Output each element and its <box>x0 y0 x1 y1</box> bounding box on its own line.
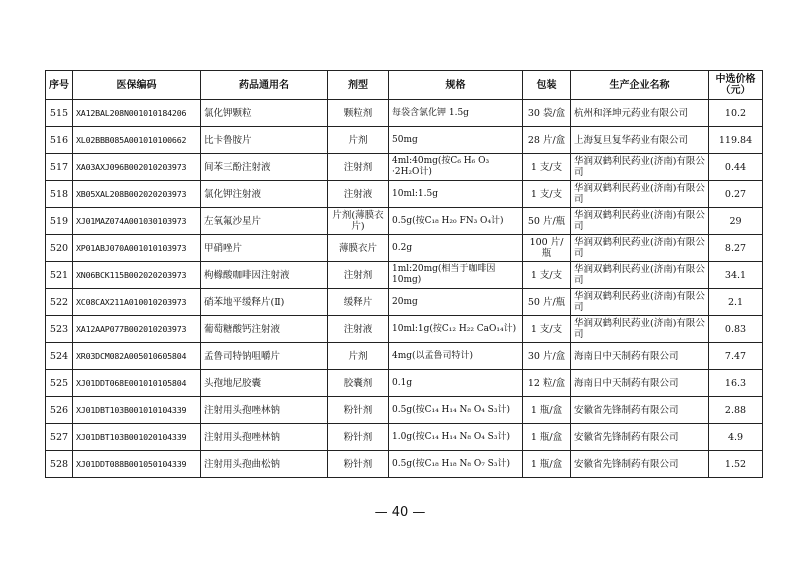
manufacturer-cell: 杭州和泽坤元药业有限公司 <box>571 100 709 127</box>
specification-cell: 10ml:1.5g <box>389 181 523 208</box>
manufacturer-cell: 华润双鹤利民药业(济南)有限公司 <box>571 316 709 343</box>
drug-code-cell: XA03AXJ096B002010203973 <box>73 154 201 181</box>
selected-price-cell: 119.84 <box>709 127 763 154</box>
package-cell: 30 片/盒 <box>523 343 571 370</box>
drug-name-cell: 注射用头孢曲松钠 <box>201 451 328 478</box>
table-row <box>46 343 763 370</box>
drug-code-cell: XJ01DDT088B001050104339 <box>73 451 201 478</box>
drug-code-cell: XJ01MAZ074A001030103973 <box>73 208 201 235</box>
specification-cell: 50mg <box>389 127 523 154</box>
table-row <box>46 370 763 397</box>
package-cell: 1 支/支 <box>523 181 571 208</box>
drug-code-cell: XR03DCM082A005010605804 <box>73 343 201 370</box>
specification-cell: 1ml:20mg(相当于咖啡因10mg) <box>389 262 523 289</box>
selected-price-cell: 1.52 <box>709 451 763 478</box>
package-cell: 1 支/支 <box>523 154 571 181</box>
manufacturer-cell: 安徽省先锋制药有限公司 <box>571 424 709 451</box>
selected-price-cell: 29 <box>709 208 763 235</box>
row-index-cell: 515 <box>46 100 73 127</box>
dosage-form-cell: 注射液 <box>328 181 389 208</box>
package-cell: 12 粒/盒 <box>523 370 571 397</box>
header-price: 中选价格（元） <box>709 71 763 100</box>
drug-name-cell: 葡萄糖酸钙注射液 <box>201 316 328 343</box>
row-index-cell: 528 <box>46 451 73 478</box>
row-index-cell: 520 <box>46 235 73 262</box>
package-cell: 50 片/瓶 <box>523 208 571 235</box>
specification-cell: 0.5g(按C₁₈ H₂₀ FN₃ O₄计) <box>389 208 523 235</box>
specification-cell: 1.0g(按C₁₄ H₁₄ N₈ O₄ S₃计) <box>389 424 523 451</box>
package-cell: 50 片/瓶 <box>523 289 571 316</box>
drug-code-cell: XA12BAL208N001010184206 <box>73 100 201 127</box>
manufacturer-cell: 华润双鹤利民药业(济南)有限公司 <box>571 208 709 235</box>
drug-name-cell: 左氧氟沙星片 <box>201 208 328 235</box>
dosage-form-cell: 颗粒剂 <box>328 100 389 127</box>
drug-code-cell: XJ01DDT068E001010105804 <box>73 370 201 397</box>
selected-price-cell: 0.27 <box>709 181 763 208</box>
selected-price-cell: 10.2 <box>709 100 763 127</box>
package-cell: 1 瓶/盒 <box>523 424 571 451</box>
header-code: 医保编码 <box>73 71 201 100</box>
drug-name-cell: 孟鲁司特钠咀嚼片 <box>201 343 328 370</box>
header-spec: 规格 <box>389 71 523 100</box>
table-row <box>46 127 763 154</box>
row-index-cell: 519 <box>46 208 73 235</box>
table-row <box>46 316 763 343</box>
table-header-row <box>46 71 763 100</box>
dosage-form-cell: 薄膜衣片 <box>328 235 389 262</box>
drug-code-cell: XJ01DBT103B001010104339 <box>73 397 201 424</box>
drug-price-table <box>45 70 763 478</box>
dosage-form-cell: 片剂(薄膜衣片) <box>328 208 389 235</box>
package-cell: 1 瓶/盒 <box>523 451 571 478</box>
table-row <box>46 154 763 181</box>
selected-price-cell: 0.44 <box>709 154 763 181</box>
drug-code-cell: XN06BCK115B002020203973 <box>73 262 201 289</box>
dosage-form-cell: 粉针剂 <box>328 424 389 451</box>
drug-code-cell: XP01ABJ070A001010103973 <box>73 235 201 262</box>
drug-name-cell: 比卡鲁胺片 <box>201 127 328 154</box>
selected-price-cell: 2.88 <box>709 397 763 424</box>
selected-price-cell: 4.9 <box>709 424 763 451</box>
specification-cell: 0.1g <box>389 370 523 397</box>
manufacturer-cell: 华润双鹤利民药业(济南)有限公司 <box>571 262 709 289</box>
package-cell: 30 袋/盒 <box>523 100 571 127</box>
drug-name-cell: 氯化钾注射液 <box>201 181 328 208</box>
table-row <box>46 289 763 316</box>
package-cell: 1 支/支 <box>523 262 571 289</box>
manufacturer-cell: 华润双鹤利民药业(济南)有限公司 <box>571 154 709 181</box>
table-row <box>46 208 763 235</box>
package-cell: 28 片/盒 <box>523 127 571 154</box>
manufacturer-cell: 海南日中天制药有限公司 <box>571 370 709 397</box>
row-index-cell: 524 <box>46 343 73 370</box>
dosage-form-cell: 片剂 <box>328 343 389 370</box>
specification-cell: 10ml:1g(按C₁₂ H₂₂ CaO₁₄计) <box>389 316 523 343</box>
manufacturer-cell: 安徽省先锋制药有限公司 <box>571 397 709 424</box>
manufacturer-cell: 安徽省先锋制药有限公司 <box>571 451 709 478</box>
table-row <box>46 262 763 289</box>
row-index-cell: 527 <box>46 424 73 451</box>
table-row <box>46 235 763 262</box>
drug-name-cell: 枸橼酸咖啡因注射液 <box>201 262 328 289</box>
selected-price-cell: 7.47 <box>709 343 763 370</box>
dosage-form-cell: 缓释片 <box>328 289 389 316</box>
drug-name-cell: 间苯三酚注射液 <box>201 154 328 181</box>
specification-cell: 0.2g <box>389 235 523 262</box>
drug-name-cell: 氯化钾颗粒 <box>201 100 328 127</box>
row-index-cell: 525 <box>46 370 73 397</box>
drug-code-cell: XA12AAP077B002010203973 <box>73 316 201 343</box>
header-package: 包装 <box>523 71 571 100</box>
package-cell: 1 瓶/盒 <box>523 397 571 424</box>
dosage-form-cell: 片剂 <box>328 127 389 154</box>
header-company: 生产企业名称 <box>571 71 709 100</box>
manufacturer-cell: 华润双鹤利民药业(济南)有限公司 <box>571 181 709 208</box>
selected-price-cell: 34.1 <box>709 262 763 289</box>
specification-cell: 0.5g(按C₁₈ H₁₈ N₈ O₇ S₃计) <box>389 451 523 478</box>
drug-code-cell: XL02BBB085A001010100662 <box>73 127 201 154</box>
selected-price-cell: 8.27 <box>709 235 763 262</box>
specification-cell: 4mg(以孟鲁司特计) <box>389 343 523 370</box>
drug-name-cell: 注射用头孢唑林钠 <box>201 424 328 451</box>
dosage-form-cell: 注射剂 <box>328 154 389 181</box>
dosage-form-cell: 注射液 <box>328 316 389 343</box>
row-index-cell: 526 <box>46 397 73 424</box>
page-number: — 40 — <box>374 505 426 520</box>
row-index-cell: 518 <box>46 181 73 208</box>
specification-cell: 每袋含氯化钾 1.5g <box>389 100 523 127</box>
specification-cell: 20mg <box>389 289 523 316</box>
header-index: 序号 <box>46 71 73 100</box>
table-body <box>46 100 763 478</box>
table-row <box>46 451 763 478</box>
header-form: 剂型 <box>328 71 389 100</box>
table-row <box>46 181 763 208</box>
drug-code-cell: XC08CAX211A010010203973 <box>73 289 201 316</box>
manufacturer-cell: 海南日中天制药有限公司 <box>571 343 709 370</box>
header-drug-name: 药品通用名 <box>201 71 328 100</box>
specification-cell: 4ml:40mg(按C₆ H₆ O₃ ·2H₂O计) <box>389 154 523 181</box>
table-row <box>46 397 763 424</box>
drug-name-cell: 甲硝唑片 <box>201 235 328 262</box>
selected-price-cell: 2.1 <box>709 289 763 316</box>
row-index-cell: 517 <box>46 154 73 181</box>
table-row <box>46 100 763 127</box>
package-cell: 100 片/瓶 <box>523 235 571 262</box>
dosage-form-cell: 粉针剂 <box>328 397 389 424</box>
row-index-cell: 516 <box>46 127 73 154</box>
row-index-cell: 523 <box>46 316 73 343</box>
drug-code-cell: XJ01DBT103B001020104339 <box>73 424 201 451</box>
dosage-form-cell: 粉针剂 <box>328 451 389 478</box>
table-row <box>46 424 763 451</box>
package-cell: 1 支/支 <box>523 316 571 343</box>
drug-name-cell: 硝苯地平缓释片(Ⅱ) <box>201 289 328 316</box>
row-index-cell: 521 <box>46 262 73 289</box>
drug-name-cell: 头孢地尼胶囊 <box>201 370 328 397</box>
row-index-cell: 522 <box>46 289 73 316</box>
drug-code-cell: XB05XAL208B002020203973 <box>73 181 201 208</box>
selected-price-cell: 0.83 <box>709 316 763 343</box>
dosage-form-cell: 胶囊剂 <box>328 370 389 397</box>
specification-cell: 0.5g(按C₁₄ H₁₄ N₈ O₄ S₃计) <box>389 397 523 424</box>
manufacturer-cell: 上海复旦复华药业有限公司 <box>571 127 709 154</box>
manufacturer-cell: 华润双鹤利民药业(济南)有限公司 <box>571 235 709 262</box>
dosage-form-cell: 注射剂 <box>328 262 389 289</box>
selected-price-cell: 16.3 <box>709 370 763 397</box>
manufacturer-cell: 华润双鹤利民药业(济南)有限公司 <box>571 289 709 316</box>
drug-name-cell: 注射用头孢唑林钠 <box>201 397 328 424</box>
